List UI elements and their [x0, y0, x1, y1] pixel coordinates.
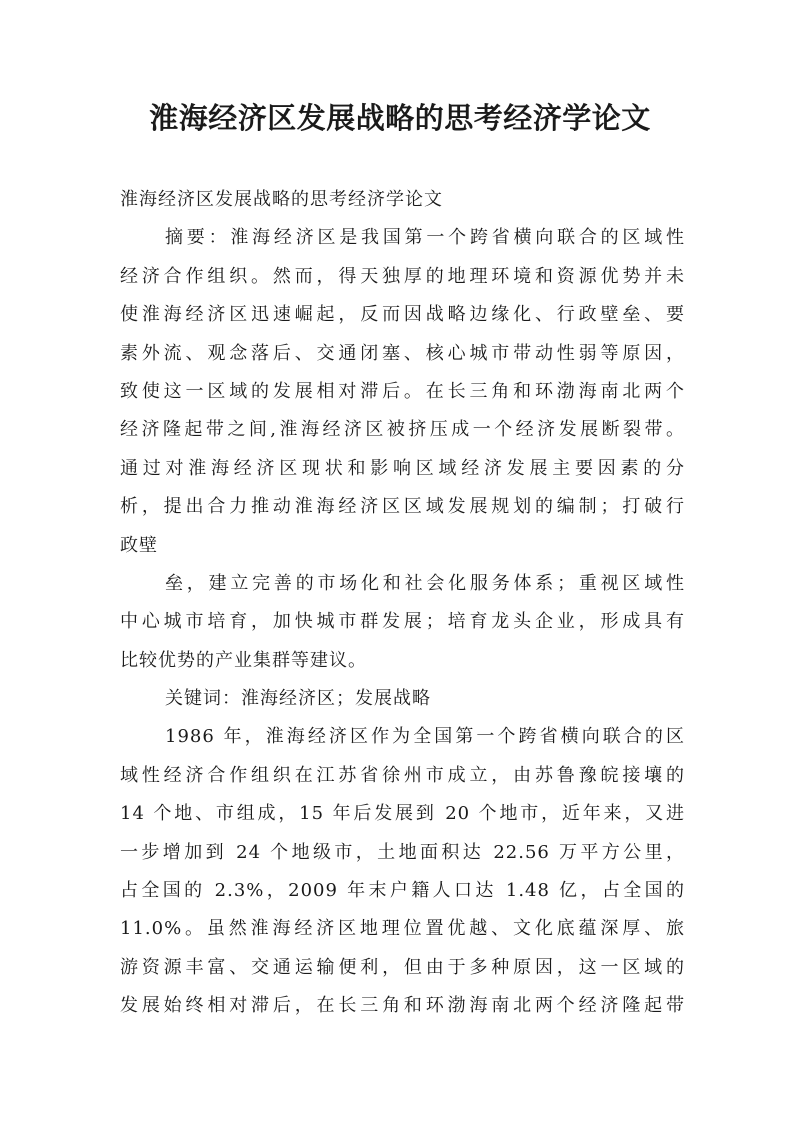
abstract-line: 经济隆起带之间,淮海经济区被挤压成一个经济发展断裂带。 [120, 419, 685, 441]
abstract-line: 使淮海经济区迅速崛起，反而因战略边缘化、行政壁垒、要 [120, 304, 685, 326]
document-body [120, 181, 685, 1026]
abstract-line: 致使这一区域的发展相对滞后。在长三角和环渤海南北两个 [120, 380, 685, 402]
body-line: 一步增加到 24 个地级市，土地面积达 22.56 万平方公里， [120, 841, 685, 863]
abstract-line: 垒，建立完善的市场化和社会化服务体系；重视区域性 [165, 572, 685, 594]
subtitle-line: 淮海经济区发展战略的思考经济学论文 [120, 189, 443, 210]
abstract-line: 中心城市培育，加快城市群发展；培育龙头企业，形成具有 [120, 611, 685, 633]
abstract-line: 比较优势的产业集群等建议。 [120, 649, 367, 671]
body-line: 发展始终相对滞后，在长三角和环渤海南北两个经济隆起带 [120, 995, 685, 1017]
abstract-line: 素外流、观念落后、交通闭塞、核心城市带动性弱等原因， [120, 342, 685, 364]
abstract-line: 通过对淮海经济区现状和影响区域经济发展主要因素的分 [120, 457, 685, 479]
body-line: 游资源丰富、交通运输便利，但由于多种原因，这一区域的 [120, 956, 685, 978]
abstract-line: 摘要：淮海经济区是我国第一个跨省横向联合的区域性 [165, 227, 685, 249]
body-line: 1986 年，淮海经济区作为全国第一个跨省横向联合的区 [165, 726, 685, 748]
abstract-line: 政壁 [120, 534, 158, 556]
abstract-line: 析，提出合力推动淮海经济区区域发展规划的编制；打破行 [120, 496, 685, 518]
keywords-line: 关键词：淮海经济区；发展战略 [165, 688, 431, 710]
document-title: 淮海经济区发展战略的思考经济学论文 [149, 101, 651, 135]
body-line: 占全国的 2.3%，2009 年末户籍人口达 1.48 亿，占全国的 [120, 880, 685, 902]
abstract-line: 经济合作组织。然而，得天独厚的地理环境和资源优势并未 [120, 265, 685, 287]
body-line: 14 个地、市组成，15 年后发展到 20 个地市，近年来，又进 [120, 803, 685, 825]
body-line: 域性经济合作组织在江苏省徐州市成立，由苏鲁豫皖接壤的 [120, 764, 685, 786]
body-line: 11.0%。虽然淮海经济区地理位置优越、文化底蕴深厚、旅 [120, 918, 685, 940]
